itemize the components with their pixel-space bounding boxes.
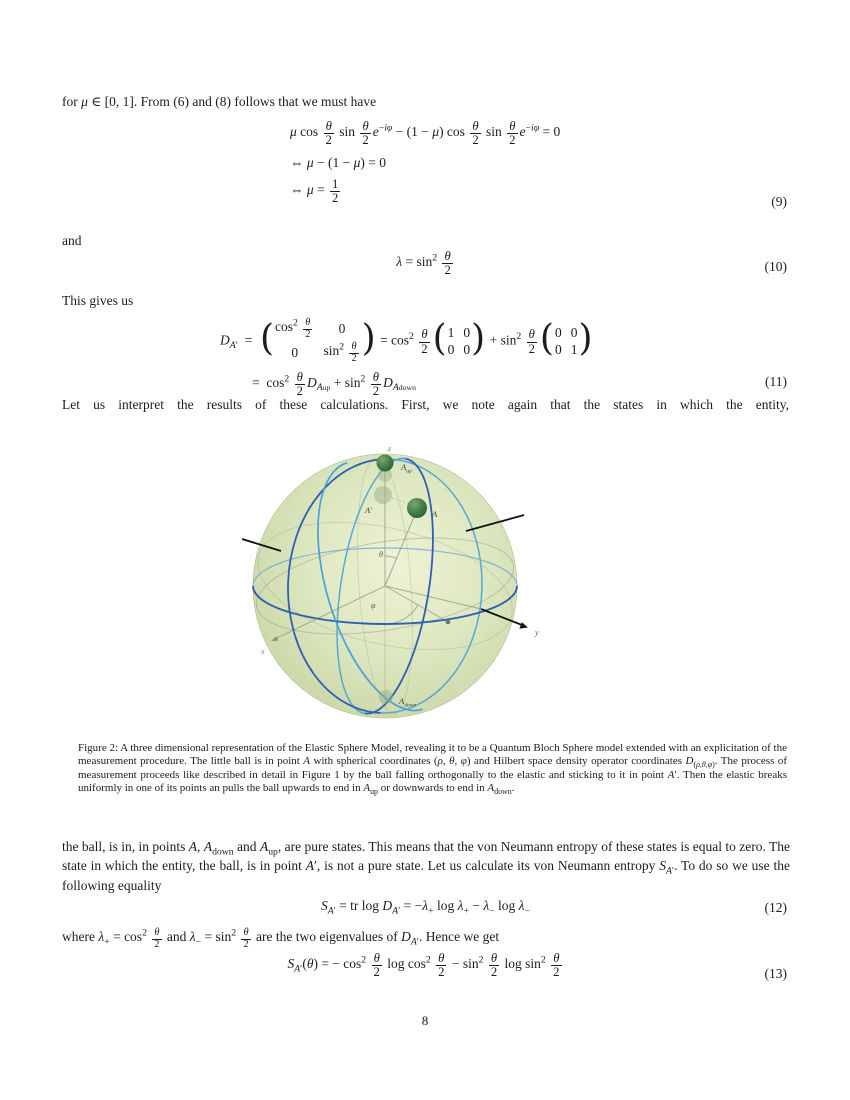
equation-9 [62, 120, 789, 210]
equation-12-body: $S_{A'}$ = tr $\log D_{A'} = -\lambda_+$ $\log \lambda_+ - \lambda_-$ $\log \lambda_-$ [320, 898, 531, 917]
label-a-up: $A_{up}$ [401, 462, 412, 475]
equation-number: (10) [764, 259, 787, 274]
y-axis-arrowhead [519, 622, 528, 628]
equation-12 [62, 898, 789, 917]
figure-caption: Figure 2: A three dimensional representation of the Elastic Sphere Model, revealing it to be a Quantum Bloch Sphere model extended with an explicitation of the measurement procedure. The little ball is in point A with spherical coordinates (ρ, θ, φ) and Hilbert space density operator coordinates $D_{(\rho,\theta,\varphi)}$. The process of measurement proceeds like described in detail in Figure 1 by the ball falling orthogonally to the elastic and sticking to it in point A′. Then the elastic breaks uniformly in one of its points an pulls the ball upwards to end in $A_{up}$ or downwards to end in $A_{down}$. [78, 742, 788, 796]
equation-number: (12) [764, 900, 787, 915]
paragraph-intro: for μ ∈ [0, 1]. From (6) and (8) follows that we must have [62, 94, 377, 109]
paragraph-gives: This gives us [62, 293, 134, 308]
ball-a [407, 498, 427, 518]
label-y-axis: y [535, 628, 539, 637]
equation-number: (11) [765, 374, 787, 389]
label-a-prime: A′ [365, 505, 373, 515]
paragraph-interpret: Let us interpret the results of these calculations. First, we note again that the states in which the entity, [62, 397, 789, 412]
label-x-axis: x [261, 647, 265, 656]
label-z-axis: z [388, 444, 391, 453]
page-number: 8 [421, 1013, 429, 1028]
equator-point [446, 620, 451, 625]
equation-9-line2: ⇔ μ − (1 − μ) = 0 [290, 154, 387, 170]
label-phi: φ [371, 601, 376, 610]
paragraph-and: and [62, 233, 82, 248]
paragraph-after-figure: the ball, is in, in points A, $A_{down}$ and $A_{up}$, are pure states. This means that the von Neumann entropy of these states is equal to zero. The state in which the entity, the ball, is in point A′, is not a pure state. Let us calculate its von Neumann entropy $S_{A'}$. To do so we use the following equality [62, 839, 791, 893]
equation-13 [62, 952, 789, 980]
label-theta: θ [379, 550, 383, 559]
equation-number: (13) [764, 966, 787, 981]
bloch-sphere-figure [215, 436, 635, 736]
equation-9-line3: ⇔ μ = $\frac{1}{2}$ [290, 176, 339, 205]
equation-11-line2: = $\cos^2$ $\frac{\theta}{2}$ $D_{Aup} + \sin^2$ $\frac{\theta}{2}$ $D_{Adown}$ [252, 369, 417, 398]
ball-a-down-ghost [379, 690, 393, 704]
equation-10 [62, 250, 789, 278]
label-a-down: $A_{down}$ [399, 696, 417, 709]
equation-11-line1: $D_{A'}$ = ( $\cos^2$ $\frac{\theta}{2}$ 0 0 $\sin^2$ $\frac{\theta}{2}$ ) = $\cos^2$ $\frac{\theta}{2}$ ( 1 0 0 0 ) + $\sin^2$ $\frac{\theta}{2}$ ( 0 0 0 1 ) [220, 317, 593, 364]
label-a: A [432, 509, 438, 519]
equation-9-line1: μ cos $\frac{\theta}{2}$ sin $\frac{\theta}{2}$ $e^{-i\varphi} - (1 - \mu)$ cos $\frac{\theta}{2}$ sin $\frac{\theta}{2}$ $e^{-i\varphi} = 0$ [290, 119, 561, 148]
paragraph-where: where $\lambda_+ = \cos^2$ $\frac{\theta}{2}$ and $\lambda_- = \sin^2$ $\frac{\theta}{2}$ are the two eigenvalues of $D_{A'}$. Hence we get [62, 927, 500, 951]
equation-number: (9) [771, 194, 787, 209]
equation-13-body: $S_{A'}(\theta)$ = − $\cos^2$ $\frac{\theta}{2}$ $\log \cos^2$ $\frac{\theta}{2}$ − $\sin^2$ $\frac{\theta}{2}$ $\log \sin^2$ $\frac{\theta}{2}$ [287, 951, 560, 980]
equation-11 [62, 318, 789, 403]
ball-a-prime [374, 486, 392, 504]
ball-a-up [377, 455, 394, 472]
equation-10-body: $\lambda = \sin^2$ $\frac{\theta}{2}$ [396, 249, 451, 278]
